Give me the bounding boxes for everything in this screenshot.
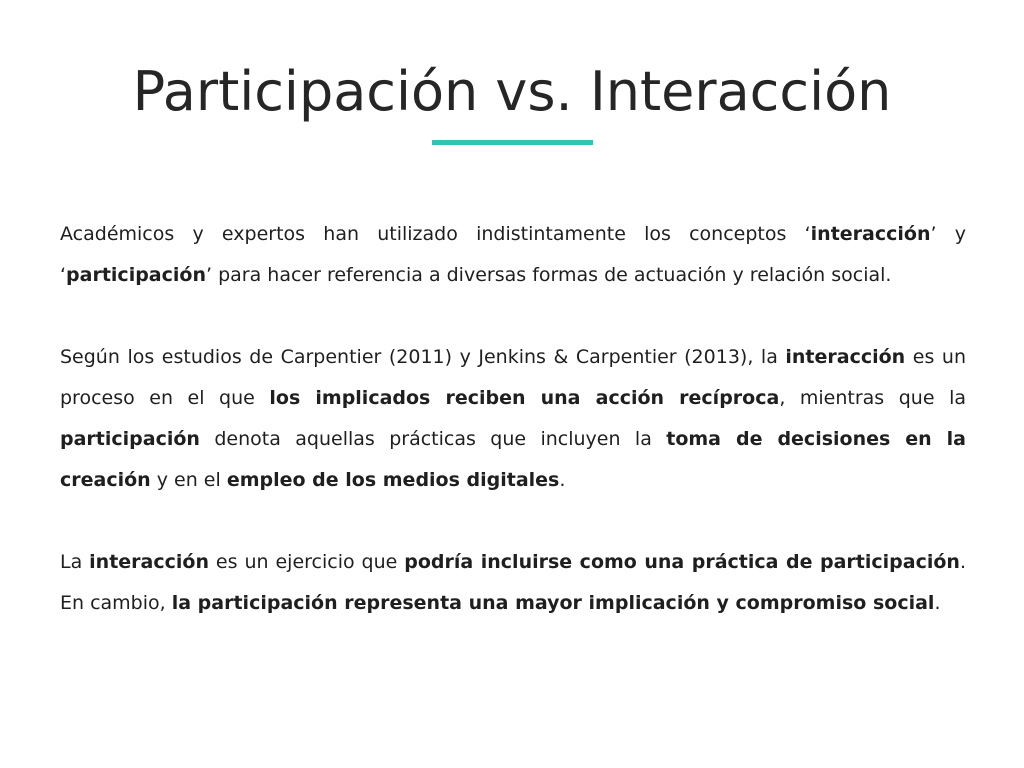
emphasis-text: participación (66, 264, 206, 286)
body-text: . (934, 592, 941, 614)
emphasis-text: interacción (785, 346, 906, 368)
body-text: . En cambio, (60, 551, 966, 614)
body-text: Académicos y expertos han utilizado indistintamente los conceptos ‘ (60, 223, 811, 245)
title-underline-accent (432, 140, 593, 145)
emphasis-text: empleo de los medios digitales (226, 469, 560, 491)
emphasis-text: participación (60, 428, 200, 450)
emphasis-text: toma de decisiones en la creación (60, 428, 966, 491)
body-text: ’ para hacer referencia a diversas formas de actuación y relación social. (206, 264, 892, 286)
emphasis-text: los implicados reciben una acción recíproca (269, 387, 780, 409)
slide-title: Participación vs. Interacción (132, 60, 892, 123)
paragraph-2 (60, 337, 966, 501)
emphasis-text: interacción (89, 551, 209, 573)
body-text: denota aquellas prácticas que incluyen la (199, 428, 667, 450)
body-text: ’ y ‘ (60, 223, 966, 286)
emphasis-text: podría incluirse como una práctica de participación (404, 551, 960, 573)
body-text: . (559, 469, 566, 491)
body-text: es un proceso en el que (60, 346, 966, 409)
body-text: y en el (150, 469, 227, 491)
body-text: , mientras que la (779, 387, 966, 409)
emphasis-text: la participación representa una mayor implicación y compromiso social (171, 592, 935, 614)
slide-body (60, 214, 966, 624)
paragraph-1 (60, 214, 966, 296)
body-text: es un ejercicio que (209, 551, 405, 573)
body-text: La (60, 551, 90, 573)
body-text: Según los estudios de Carpentier (2011) y Jenkins & Carpentier (2013), la (60, 346, 786, 368)
paragraph-3 (60, 542, 966, 624)
emphasis-text: interacción (810, 223, 931, 245)
